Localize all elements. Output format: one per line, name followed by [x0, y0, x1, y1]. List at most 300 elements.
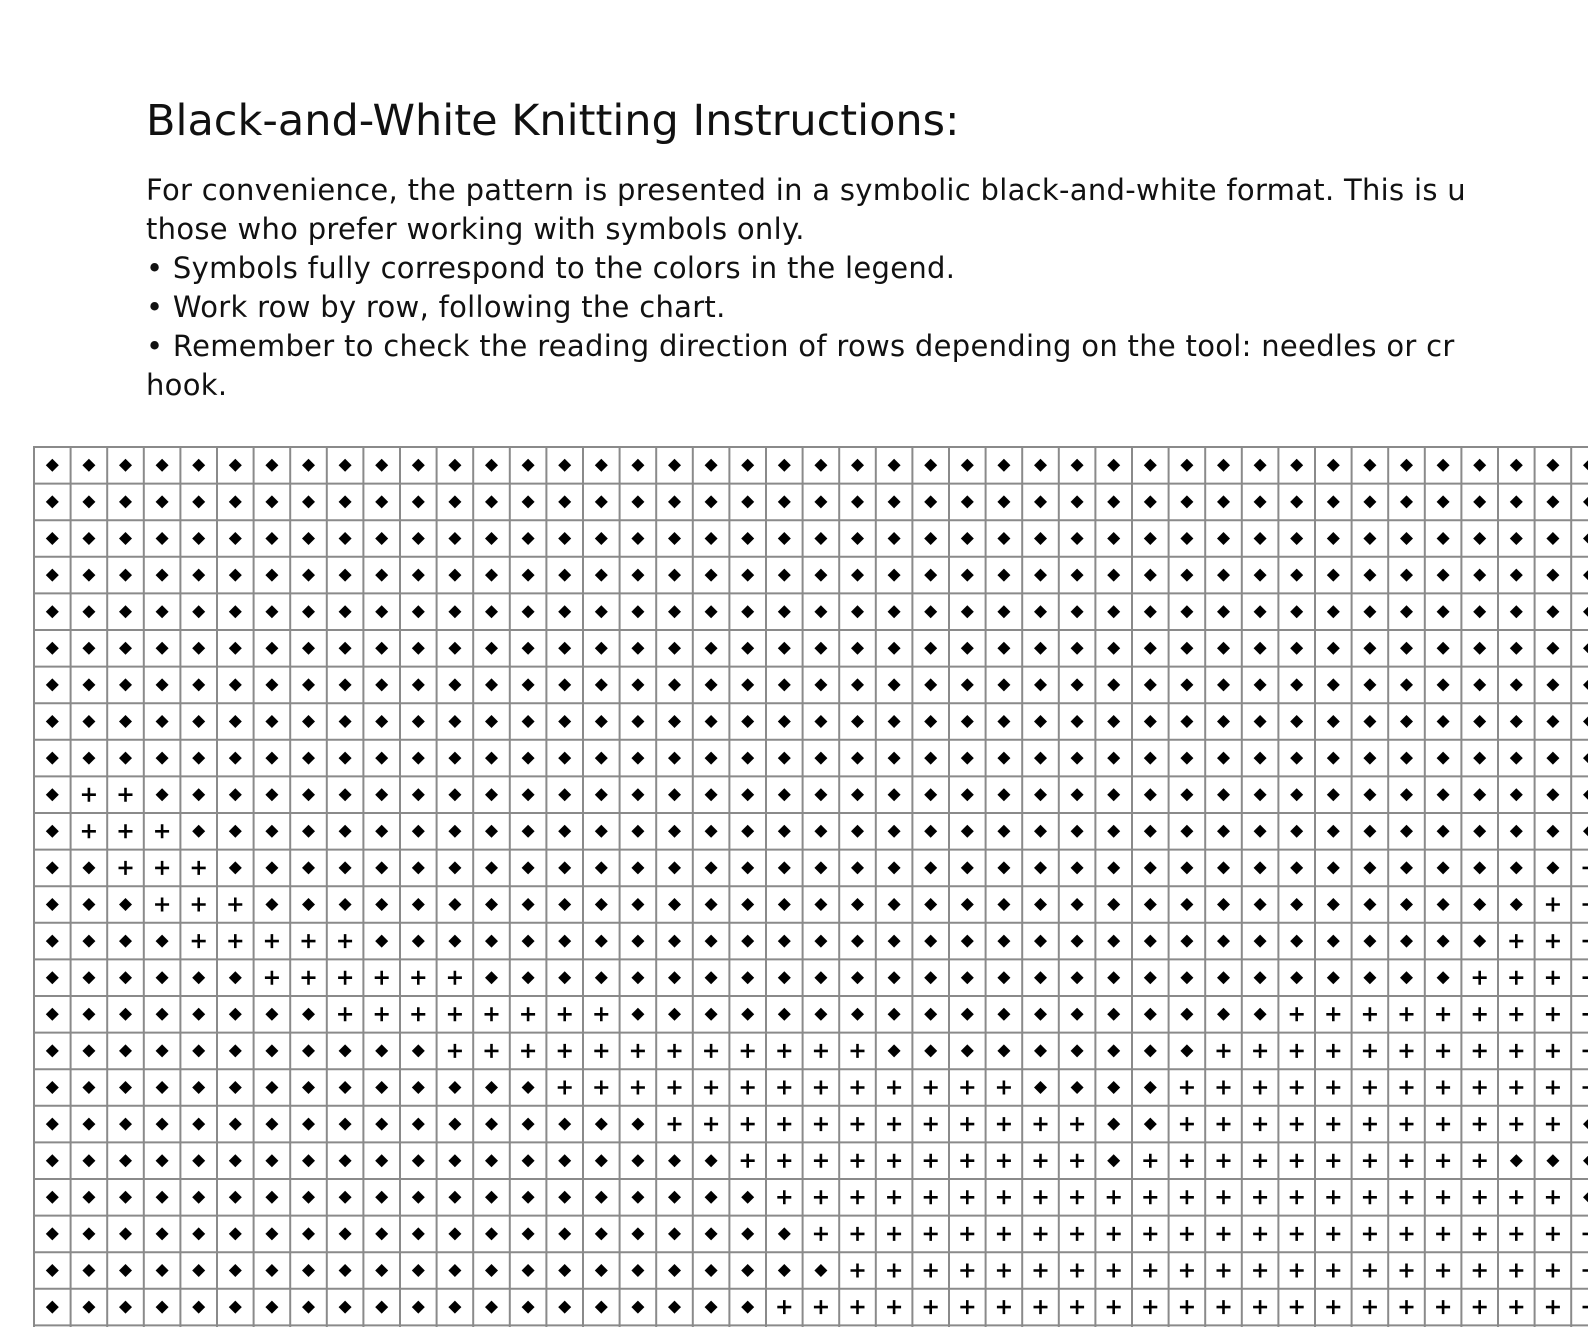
diamond-symbol [522, 861, 535, 874]
diamond-symbol [522, 1301, 535, 1314]
diamond-symbol [1180, 1044, 1193, 1057]
diamond-symbol [192, 1264, 205, 1277]
diamond-symbol [156, 1301, 169, 1314]
plus-symbol [1217, 1081, 1231, 1095]
diamond-symbol [522, 495, 535, 508]
diamond-symbol [668, 861, 681, 874]
diamond-symbol [522, 532, 535, 545]
diamond-symbol [778, 642, 791, 655]
diamond-symbol [924, 678, 937, 691]
diamond-symbol [741, 569, 754, 582]
diamond-symbol [1583, 715, 1588, 728]
diamond-symbol [888, 605, 901, 618]
plus-symbol [155, 861, 169, 875]
plus-symbol [1583, 1227, 1588, 1241]
diamond-symbol [1144, 495, 1157, 508]
diamond-symbol [412, 1154, 425, 1167]
diamond-symbol [888, 678, 901, 691]
diamond-symbol [485, 1154, 498, 1167]
diamond-symbol [375, 752, 388, 765]
plus-symbol [1546, 1190, 1560, 1204]
diamond-symbol [1107, 861, 1120, 874]
diamond-symbol [705, 1264, 718, 1277]
diamond-symbol [814, 898, 827, 911]
diamond-symbol [705, 898, 718, 911]
diamond-symbol [1144, 1008, 1157, 1021]
plus-symbol [1180, 1154, 1194, 1168]
diamond-symbol [1473, 861, 1486, 874]
diamond-symbol [778, 1264, 791, 1277]
diamond-symbol [1107, 935, 1120, 948]
diamond-symbol [448, 715, 461, 728]
diamond-symbol [375, 861, 388, 874]
diamond-symbol [412, 861, 425, 874]
diamond-symbol [1473, 605, 1486, 618]
diamond-symbol [1071, 1008, 1084, 1021]
diamond-symbol [192, 1044, 205, 1057]
diamond-symbol [448, 1191, 461, 1204]
diamond-symbol [1107, 1008, 1120, 1021]
diamond-symbol [1546, 715, 1559, 728]
diamond-symbol [46, 1118, 59, 1131]
diamond-symbol [265, 1301, 278, 1314]
plus-symbol [1180, 1081, 1194, 1095]
diamond-symbol [302, 495, 315, 508]
diamond-symbol [1327, 532, 1340, 545]
diamond-symbol [229, 532, 242, 545]
diamond-symbol [1290, 825, 1303, 838]
diamond-symbol [265, 605, 278, 618]
diamond-symbol [741, 1227, 754, 1240]
diamond-symbol [1071, 1081, 1084, 1094]
diamond-symbol [1144, 459, 1157, 472]
diamond-symbol [1473, 459, 1486, 472]
diamond-symbol [961, 1008, 974, 1021]
diamond-symbol [558, 788, 571, 801]
diamond-symbol [522, 715, 535, 728]
diamond-symbol [1144, 788, 1157, 801]
diamond-symbol [1217, 642, 1230, 655]
diamond-symbol [339, 1227, 352, 1240]
plus-symbol [814, 1117, 828, 1131]
diamond-symbol [814, 752, 827, 765]
diamond-symbol [119, 678, 132, 691]
diamond-symbol [1107, 678, 1120, 691]
plus-symbol [851, 1300, 865, 1314]
plus-symbol [1034, 1190, 1048, 1204]
diamond-symbol [997, 788, 1010, 801]
diamond-symbol [1546, 1154, 1559, 1167]
plus-symbol [887, 1190, 901, 1204]
diamond-symbol [119, 1008, 132, 1021]
diamond-symbol [741, 1301, 754, 1314]
diamond-symbol [265, 788, 278, 801]
plus-symbol [228, 898, 242, 912]
diamond-symbol [1363, 678, 1376, 691]
diamond-symbol [192, 1301, 205, 1314]
diamond-symbol [705, 825, 718, 838]
diamond-symbol [156, 642, 169, 655]
diamond-symbol [82, 1081, 95, 1094]
diamond-symbol [558, 678, 571, 691]
diamond-symbol [192, 1008, 205, 1021]
diamond-symbol [302, 715, 315, 728]
diamond-symbol [375, 1301, 388, 1314]
diamond-symbol [1546, 495, 1559, 508]
diamond-symbol [1363, 642, 1376, 655]
diamond-symbol [302, 825, 315, 838]
diamond-symbol [46, 788, 59, 801]
diamond-symbol [192, 642, 205, 655]
diamond-symbol [1071, 642, 1084, 655]
diamond-symbol [119, 935, 132, 948]
diamond-symbol [1290, 971, 1303, 984]
plus-symbol [1473, 1117, 1487, 1131]
diamond-symbol [1473, 752, 1486, 765]
plus-symbol [741, 1154, 755, 1168]
diamond-symbol [522, 935, 535, 948]
diamond-symbol [192, 1227, 205, 1240]
diamond-symbol [631, 1154, 644, 1167]
diamond-symbol [851, 532, 864, 545]
plus-symbol [960, 1154, 974, 1168]
plus-symbol [924, 1154, 938, 1168]
diamond-symbol [595, 1264, 608, 1277]
plus-symbol [1583, 898, 1588, 912]
diamond-symbol [1071, 459, 1084, 472]
plus-symbol [1509, 1081, 1523, 1095]
diamond-symbol [522, 825, 535, 838]
plus-symbol [1583, 1300, 1588, 1314]
plus-symbol [1400, 1081, 1414, 1095]
diamond-symbol [851, 642, 864, 655]
diamond-symbol [1400, 569, 1413, 582]
diamond-symbol [522, 1081, 535, 1094]
diamond-symbol [558, 605, 571, 618]
diamond-symbol [46, 605, 59, 618]
plus-symbol [814, 1227, 828, 1241]
diamond-symbol [631, 1264, 644, 1277]
diamond-symbol [705, 971, 718, 984]
plus-symbol [1546, 1227, 1560, 1241]
diamond-symbol [924, 1044, 937, 1057]
plus-symbol [777, 1190, 791, 1204]
plus-symbol [1509, 1264, 1523, 1278]
diamond-symbol [522, 605, 535, 618]
diamond-symbol [1510, 715, 1523, 728]
plus-symbol [192, 898, 206, 912]
diamond-symbol [339, 825, 352, 838]
diamond-symbol [339, 788, 352, 801]
diamond-symbol [302, 459, 315, 472]
diamond-symbol [339, 605, 352, 618]
diamond-symbol [1180, 459, 1193, 472]
diamond-symbol [741, 1008, 754, 1021]
plus-symbol [851, 1264, 865, 1278]
instruction-bullet-rows: • Work row by row, following the chart. [146, 290, 726, 324]
plus-symbol [1143, 1264, 1157, 1278]
plus-symbol [1253, 1117, 1267, 1131]
diamond-symbol [961, 935, 974, 948]
diamond-symbol [485, 642, 498, 655]
diamond-symbol [1437, 495, 1450, 508]
plus-symbol [814, 1154, 828, 1168]
diamond-symbol [82, 752, 95, 765]
diamond-symbol [888, 935, 901, 948]
plus-symbol [1363, 1264, 1377, 1278]
diamond-symbol [192, 459, 205, 472]
diamond-symbol [156, 569, 169, 582]
diamond-symbol [1363, 532, 1376, 545]
diamond-symbol [1254, 1008, 1267, 1021]
diamond-symbol [997, 1008, 1010, 1021]
diamond-symbol [1583, 1118, 1588, 1131]
diamond-symbol [961, 971, 974, 984]
diamond-symbol [558, 569, 571, 582]
diamond-symbol [265, 752, 278, 765]
diamond-symbol [265, 678, 278, 691]
plus-symbol [1363, 1190, 1377, 1204]
diamond-symbol [1254, 532, 1267, 545]
diamond-symbol [1546, 825, 1559, 838]
plus-symbol [119, 824, 133, 838]
plus-symbol [1400, 1227, 1414, 1241]
diamond-symbol [119, 898, 132, 911]
diamond-symbol [814, 459, 827, 472]
diamond-symbol [119, 1301, 132, 1314]
diamond-symbol [302, 1008, 315, 1021]
diamond-symbol [1400, 715, 1413, 728]
diamond-symbol [1327, 935, 1340, 948]
diamond-symbol [1290, 788, 1303, 801]
plus-symbol [960, 1081, 974, 1095]
diamond-symbol [265, 1264, 278, 1277]
diamond-symbol [778, 678, 791, 691]
diamond-symbol [1254, 459, 1267, 472]
diamond-symbol [1363, 752, 1376, 765]
diamond-symbol [595, 752, 608, 765]
diamond-symbol [668, 569, 681, 582]
plus-symbol [1473, 1190, 1487, 1204]
diamond-symbol [302, 569, 315, 582]
diamond-symbol [1071, 678, 1084, 691]
diamond-symbol [961, 459, 974, 472]
diamond-symbol [265, 1191, 278, 1204]
diamond-symbol [1473, 898, 1486, 911]
diamond-symbol [485, 861, 498, 874]
diamond-symbol [1180, 715, 1193, 728]
plus-symbol [228, 934, 242, 948]
diamond-symbol [448, 459, 461, 472]
diamond-symbol [1546, 605, 1559, 618]
instruction-bullet-direction: • Remember to check the reading direction of rows depending on the tool: needles or cr [146, 329, 1455, 363]
plus-symbol [924, 1300, 938, 1314]
diamond-symbol [46, 1301, 59, 1314]
plus-symbol [192, 861, 206, 875]
plus-symbol [1400, 1044, 1414, 1058]
diamond-symbol [814, 861, 827, 874]
diamond-symbol [851, 715, 864, 728]
diamond-symbol [192, 605, 205, 618]
diamond-symbol [448, 678, 461, 691]
diamond-symbol [1107, 715, 1120, 728]
diamond-symbol [1437, 715, 1450, 728]
diamond-symbol [1290, 861, 1303, 874]
diamond-symbol [1217, 715, 1230, 728]
diamond-symbol [522, 1118, 535, 1131]
plus-symbol [558, 1044, 572, 1058]
diamond-symbol [156, 495, 169, 508]
diamond-symbol [375, 569, 388, 582]
diamond-symbol [46, 569, 59, 582]
diamond-symbol [1254, 788, 1267, 801]
diamond-symbol [705, 532, 718, 545]
diamond-symbol [192, 752, 205, 765]
plus-symbol [1143, 1227, 1157, 1241]
diamond-symbol [814, 642, 827, 655]
plus-symbol [448, 1007, 462, 1021]
diamond-symbol [522, 1227, 535, 1240]
diamond-symbol [1034, 788, 1047, 801]
diamond-symbol [1290, 569, 1303, 582]
diamond-symbol [741, 459, 754, 472]
diamond-symbol [558, 1264, 571, 1277]
diamond-symbol [1437, 861, 1450, 874]
diamond-symbol [1254, 715, 1267, 728]
plus-symbol [1290, 1190, 1304, 1204]
diamond-symbol [888, 715, 901, 728]
diamond-symbol [339, 678, 352, 691]
diamond-symbol [631, 605, 644, 618]
diamond-symbol [412, 1227, 425, 1240]
diamond-symbol [1437, 971, 1450, 984]
plus-symbol [851, 1154, 865, 1168]
plus-symbol [1070, 1190, 1084, 1204]
diamond-symbol [375, 532, 388, 545]
diamond-symbol [46, 495, 59, 508]
diamond-symbol [705, 752, 718, 765]
diamond-symbol [448, 1081, 461, 1094]
plus-symbol [1217, 1190, 1231, 1204]
diamond-symbol [595, 1154, 608, 1167]
diamond-symbol [412, 825, 425, 838]
diamond-symbol [1473, 495, 1486, 508]
diamond-symbol [558, 861, 571, 874]
diamond-symbol [375, 715, 388, 728]
diamond-symbol [851, 495, 864, 508]
diamond-symbol [1217, 569, 1230, 582]
diamond-symbol [778, 459, 791, 472]
diamond-symbol [156, 678, 169, 691]
diamond-symbol [192, 715, 205, 728]
diamond-symbol [448, 569, 461, 582]
diamond-symbol [375, 495, 388, 508]
diamond-symbol [485, 605, 498, 618]
diamond-symbol [302, 1264, 315, 1277]
diamond-symbol [888, 752, 901, 765]
diamond-symbol [814, 605, 827, 618]
diamond-symbol [82, 459, 95, 472]
diamond-symbol [192, 532, 205, 545]
plus-symbol [887, 1081, 901, 1095]
diamond-symbol [265, 715, 278, 728]
diamond-symbol [778, 971, 791, 984]
diamond-symbol [705, 1008, 718, 1021]
diamond-symbol [156, 1081, 169, 1094]
plus-symbol [1070, 1300, 1084, 1314]
plus-symbol [1363, 1117, 1377, 1131]
plus-symbol [960, 1227, 974, 1241]
diamond-symbol [46, 678, 59, 691]
diamond-symbol [924, 1008, 937, 1021]
diamond-symbol [1510, 898, 1523, 911]
diamond-symbol [412, 495, 425, 508]
plus-symbol [1326, 1154, 1340, 1168]
diamond-symbol [46, 1264, 59, 1277]
diamond-symbol [924, 861, 937, 874]
diamond-symbol [1290, 752, 1303, 765]
diamond-symbol [814, 935, 827, 948]
plus-symbol [1509, 1117, 1523, 1131]
plus-symbol [1400, 1154, 1414, 1168]
plus-symbol [338, 1007, 352, 1021]
diamond-symbol [924, 642, 937, 655]
diamond-symbol [668, 532, 681, 545]
diamond-symbol [888, 532, 901, 545]
diamond-symbol [412, 1301, 425, 1314]
diamond-symbol [448, 1264, 461, 1277]
plus-symbol [1473, 1227, 1487, 1241]
diamond-symbol [375, 1191, 388, 1204]
diamond-symbol [229, 752, 242, 765]
diamond-symbol [1400, 935, 1413, 948]
plus-symbol [851, 1227, 865, 1241]
diamond-symbol [851, 861, 864, 874]
diamond-symbol [631, 495, 644, 508]
diamond-symbol [741, 715, 754, 728]
diamond-symbol [229, 825, 242, 838]
diamond-symbol [375, 788, 388, 801]
diamond-symbol [1510, 532, 1523, 545]
plus-symbol [1363, 1081, 1377, 1095]
diamond-symbol [265, 825, 278, 838]
diamond-symbol [339, 459, 352, 472]
diamond-symbol [229, 1008, 242, 1021]
diamond-symbol [1510, 678, 1523, 691]
plus-symbol [265, 934, 279, 948]
diamond-symbol [1583, 532, 1588, 545]
plus-symbol [1290, 1154, 1304, 1168]
diamond-symbol [997, 532, 1010, 545]
diamond-symbol [814, 495, 827, 508]
diamond-symbol [192, 569, 205, 582]
diamond-symbol [229, 642, 242, 655]
diamond-symbol [82, 1154, 95, 1167]
diamond-symbol [1327, 752, 1340, 765]
plus-symbol [1546, 898, 1560, 912]
diamond-symbol [1363, 861, 1376, 874]
diamond-symbol [924, 935, 937, 948]
plus-symbol [1034, 1264, 1048, 1278]
diamond-symbol [741, 861, 754, 874]
diamond-symbol [814, 569, 827, 582]
diamond-symbol [1437, 605, 1450, 618]
diamond-symbol [741, 752, 754, 765]
diamond-symbol [558, 752, 571, 765]
diamond-symbol [302, 1118, 315, 1131]
diamond-symbol [1180, 788, 1193, 801]
diamond-symbol [485, 971, 498, 984]
